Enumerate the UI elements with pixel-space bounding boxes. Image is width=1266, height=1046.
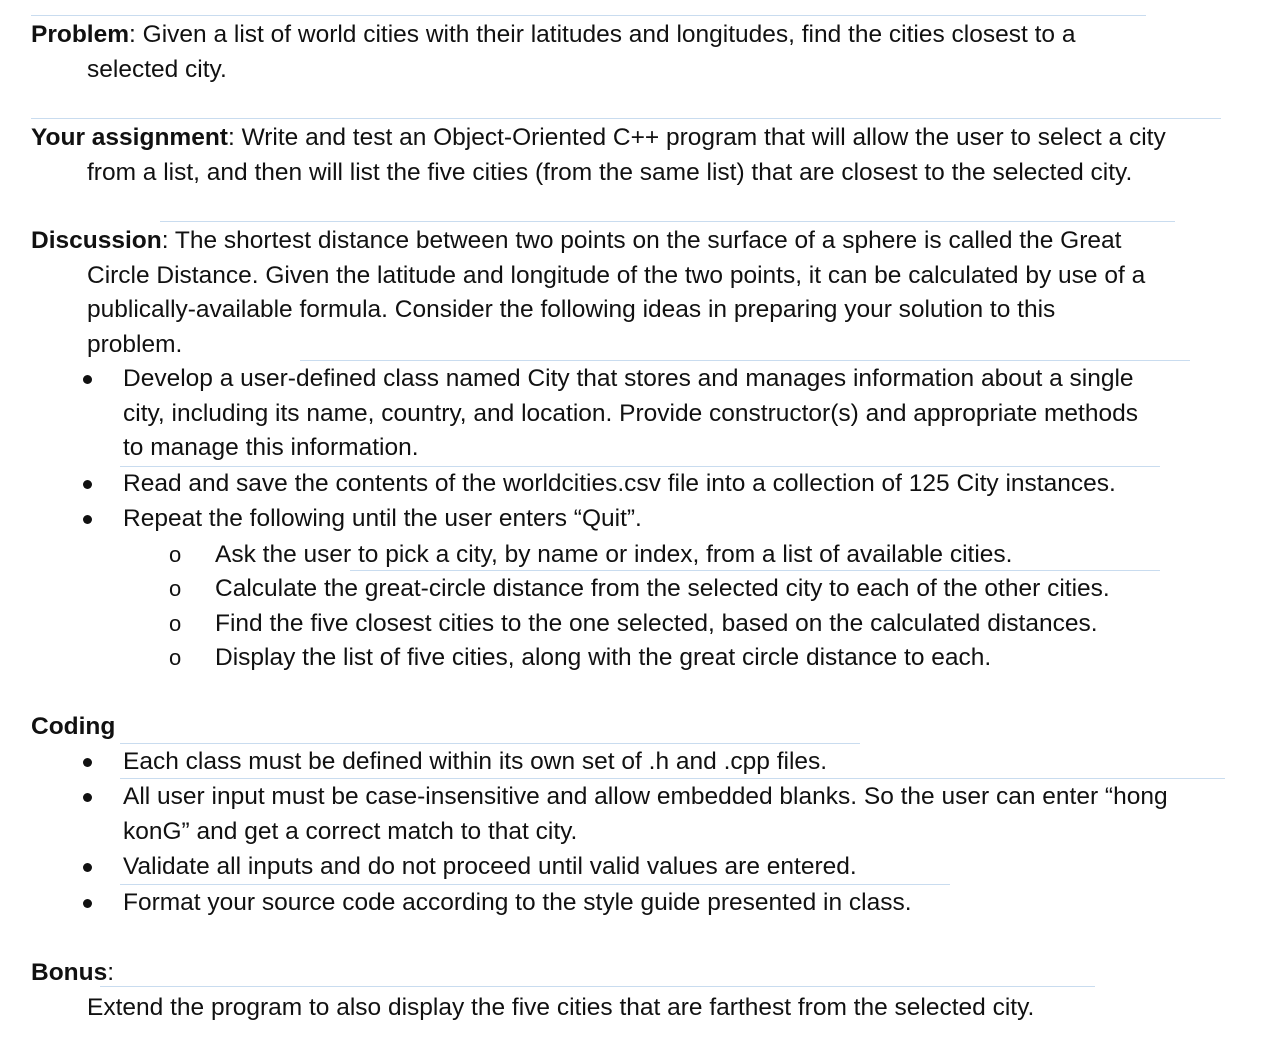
- guide-line: [120, 884, 950, 885]
- list-item: [31, 641, 1246, 676]
- discussion-text: : The shortest distance between two points on the surface of a sphere is called the Great: [161, 227, 1122, 254]
- bonus-text: :: [107, 959, 115, 986]
- guide-line: [120, 743, 860, 744]
- list-item: [31, 850, 1246, 885]
- sub-bullet-text: Display the list of five cities, along with the great circle distance to each.: [215, 644, 992, 671]
- bullet-line: Repeat the following until the user enters “Quit”.: [123, 505, 642, 532]
- list-item: [31, 607, 1246, 642]
- sub-bullet-text: Calculate the great-circle distance from the selected city to each of the other cities.: [215, 575, 1110, 602]
- bullet-line: city, including its name, country, and location. Provide constructor(s) and appropriate methods: [123, 399, 1138, 427]
- guide-line: [31, 118, 1221, 119]
- assignment-section: [31, 121, 1246, 190]
- guide-line: [120, 778, 1225, 779]
- circle-bullet-icon: o: [169, 610, 182, 636]
- bullet-icon: [83, 758, 92, 767]
- assignment-line: [31, 121, 1246, 156]
- bonus-label: Bonus: [31, 959, 108, 986]
- list-item: [31, 502, 1246, 537]
- list-item: [31, 745, 1246, 780]
- problem-line: [31, 18, 1246, 53]
- bullet-icon: [83, 515, 92, 524]
- circle-bullet-icon: o: [169, 576, 182, 601]
- discussion-bullet-list: [31, 362, 1246, 537]
- discussion-label: Discussion: [31, 227, 162, 254]
- coding-section: [31, 710, 1246, 921]
- sub-bullet-text: Find the five closest cities to the one selected, based on the calculated distances.: [215, 609, 1098, 637]
- bullet-line: Each class must be defined within its own set of .h and .cpp files.: [123, 747, 828, 775]
- bullet-line: Format your source code according to the style guide presented in class.: [123, 888, 912, 916]
- discussion-line: [31, 224, 1246, 259]
- circle-bullet-icon: o: [169, 645, 182, 670]
- bullet-icon: [83, 375, 92, 384]
- assignment-label: Your assignment: [31, 124, 228, 151]
- bullet-icon: [83, 863, 92, 872]
- list-item: [31, 538, 1246, 573]
- list-item: [31, 572, 1246, 607]
- guide-line: [100, 986, 1095, 987]
- problem-section: [31, 18, 1246, 87]
- assignment-continuation: from a list, and then will list the five cities (from the same list) that are closest to the selected city.: [87, 158, 1133, 186]
- bullet-icon: [83, 480, 92, 489]
- sub-bullet-text: Ask the user to pick a city, by name or index, from a list of available cities.: [215, 540, 1013, 568]
- bullet-line: konG” and get a correct match to that city.: [123, 817, 578, 845]
- list-item: [31, 467, 1246, 502]
- guide-line: [160, 221, 1175, 222]
- bullet-line: Develop a user-defined class named City that stores and manages information about a single: [123, 365, 1134, 392]
- discussion-continuation-1: Circle Distance. Given the latitude and longitude of the two points, it can be calculated by use of a: [87, 261, 1146, 289]
- list-item: [31, 886, 1246, 921]
- circle-bullet-icon: o: [169, 541, 182, 567]
- bonus-section: [31, 956, 1246, 1025]
- discussion-continuation-2: publically-available formula. Consider the following ideas in preparing your solution to this: [87, 296, 1056, 323]
- coding-label: Coding: [31, 713, 116, 740]
- discussion-section: [31, 224, 1246, 676]
- problem-text: : Given a list of world cities with their latitudes and longitudes, find the cities closest to a: [129, 21, 1076, 48]
- bullet-icon: [83, 793, 92, 802]
- bonus-continuation: Extend the program to also display the five cities that are farthest from the selected city.: [87, 993, 1035, 1021]
- guide-line: [120, 466, 1160, 467]
- list-item: [31, 362, 1246, 466]
- guide-line: [300, 360, 1190, 361]
- bullet-line: Validate all inputs and do not proceed until valid values are entered.: [123, 853, 857, 880]
- problem-continuation: selected city.: [87, 55, 227, 83]
- list-item: [31, 780, 1246, 849]
- bullet-line: All user input must be case-insensitive and allow embedded blanks. So the user can enter “hong: [123, 783, 1168, 810]
- discussion-continuation-3: problem.: [87, 330, 183, 358]
- guide-line: [31, 15, 1146, 16]
- discussion-sub-bullet-list: [31, 538, 1246, 676]
- guide-line: [350, 570, 1160, 571]
- problem-label: Problem: [31, 21, 130, 48]
- bullet-icon: [83, 899, 92, 908]
- bullet-line: to manage this information.: [123, 434, 419, 461]
- assignment-text: : Write and test an Object-Oriented C++ program that will allow the user to select a city: [227, 124, 1166, 151]
- coding-bullet-list: [31, 745, 1246, 921]
- coding-line: [31, 710, 1246, 745]
- bullet-line: Read and save the contents of the worldcities.csv file into a collection of 125 City instances.: [123, 469, 1116, 497]
